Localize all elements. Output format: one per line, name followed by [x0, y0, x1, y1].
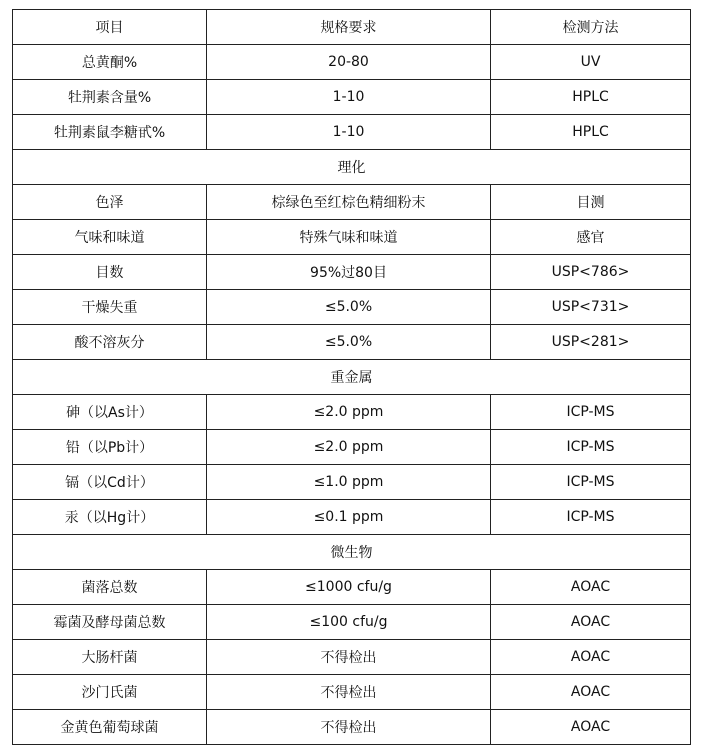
table-row — [13, 115, 691, 150]
method-cell: AOAC — [491, 710, 691, 745]
spec-cell: 不得检出 — [207, 640, 491, 675]
table-row — [13, 710, 691, 745]
spec-cell: ≤5.0% — [207, 325, 491, 360]
item-cell: 干燥失重 — [13, 290, 207, 325]
spec-cell: 不得检出 — [207, 710, 491, 745]
header-method: 检测方法 — [491, 10, 691, 45]
table-row — [13, 500, 691, 535]
method-cell: ICP-MS — [491, 430, 691, 465]
header-item: 项目 — [13, 10, 207, 45]
item-cell: 霉菌及酵母菌总数 — [13, 605, 207, 640]
item-cell: 酸不溶灰分 — [13, 325, 207, 360]
spec-cell: ≤2.0 ppm — [207, 395, 491, 430]
section-row — [13, 535, 691, 570]
item-cell: 大肠杆菌 — [13, 640, 207, 675]
spec-cell: ≤5.0% — [207, 290, 491, 325]
table-row — [13, 80, 691, 115]
item-cell: 总黄酮% — [13, 45, 207, 80]
item-cell: 汞（以Hg计） — [13, 500, 207, 535]
method-cell: HPLC — [491, 115, 691, 150]
method-cell: HPLC — [491, 80, 691, 115]
item-cell: 沙门氏菌 — [13, 675, 207, 710]
spec-cell: 1-10 — [207, 80, 491, 115]
spec-table — [12, 9, 691, 745]
section-row — [13, 360, 691, 395]
table-row — [13, 185, 691, 220]
spec-cell: ≤2.0 ppm — [207, 430, 491, 465]
table-row — [13, 465, 691, 500]
spec-cell: 1-10 — [207, 115, 491, 150]
item-cell: 砷（以As计） — [13, 395, 207, 430]
spec-cell: ≤100 cfu/g — [207, 605, 491, 640]
spec-cell: 不得检出 — [207, 675, 491, 710]
item-cell: 色泽 — [13, 185, 207, 220]
method-cell: AOAC — [491, 570, 691, 605]
item-cell: 镉（以Cd计） — [13, 465, 207, 500]
table-row — [13, 640, 691, 675]
table-row — [13, 395, 691, 430]
method-cell: USP<731> — [491, 290, 691, 325]
table-row — [13, 45, 691, 80]
item-cell: 牡荆素含量% — [13, 80, 207, 115]
table-row — [13, 605, 691, 640]
section-label: 微生物 — [13, 535, 691, 570]
table-row — [13, 290, 691, 325]
table-row — [13, 430, 691, 465]
item-cell: 金黄色葡萄球菌 — [13, 710, 207, 745]
table-row — [13, 255, 691, 290]
section-label: 理化 — [13, 150, 691, 185]
method-cell: AOAC — [491, 640, 691, 675]
table-row — [13, 570, 691, 605]
method-cell: ICP-MS — [491, 500, 691, 535]
method-cell: 感官 — [491, 220, 691, 255]
item-cell: 牡荆素鼠李糖甙% — [13, 115, 207, 150]
method-cell: 目测 — [491, 185, 691, 220]
method-cell: ICP-MS — [491, 465, 691, 500]
spec-cell: ≤0.1 ppm — [207, 500, 491, 535]
spec-cell: ≤1000 cfu/g — [207, 570, 491, 605]
item-cell: 菌落总数 — [13, 570, 207, 605]
method-cell: AOAC — [491, 605, 691, 640]
method-cell: UV — [491, 45, 691, 80]
spec-cell: ≤1.0 ppm — [207, 465, 491, 500]
spec-table-body — [13, 10, 691, 745]
item-cell: 目数 — [13, 255, 207, 290]
section-row — [13, 150, 691, 185]
table-row — [13, 325, 691, 360]
section-label: 重金属 — [13, 360, 691, 395]
method-cell: USP<281> — [491, 325, 691, 360]
table-row — [13, 675, 691, 710]
spec-cell: 20-80 — [207, 45, 491, 80]
method-cell: ICP-MS — [491, 395, 691, 430]
table-row — [13, 220, 691, 255]
table-header-row — [13, 10, 691, 45]
method-cell: USP<786> — [491, 255, 691, 290]
item-cell: 气味和味道 — [13, 220, 207, 255]
spec-cell: 95%过80目 — [207, 255, 491, 290]
header-spec: 规格要求 — [207, 10, 491, 45]
method-cell: AOAC — [491, 675, 691, 710]
spec-cell: 特殊气味和味道 — [207, 220, 491, 255]
spec-cell: 棕绿色至红棕色精细粉末 — [207, 185, 491, 220]
item-cell: 铅（以Pb计） — [13, 430, 207, 465]
